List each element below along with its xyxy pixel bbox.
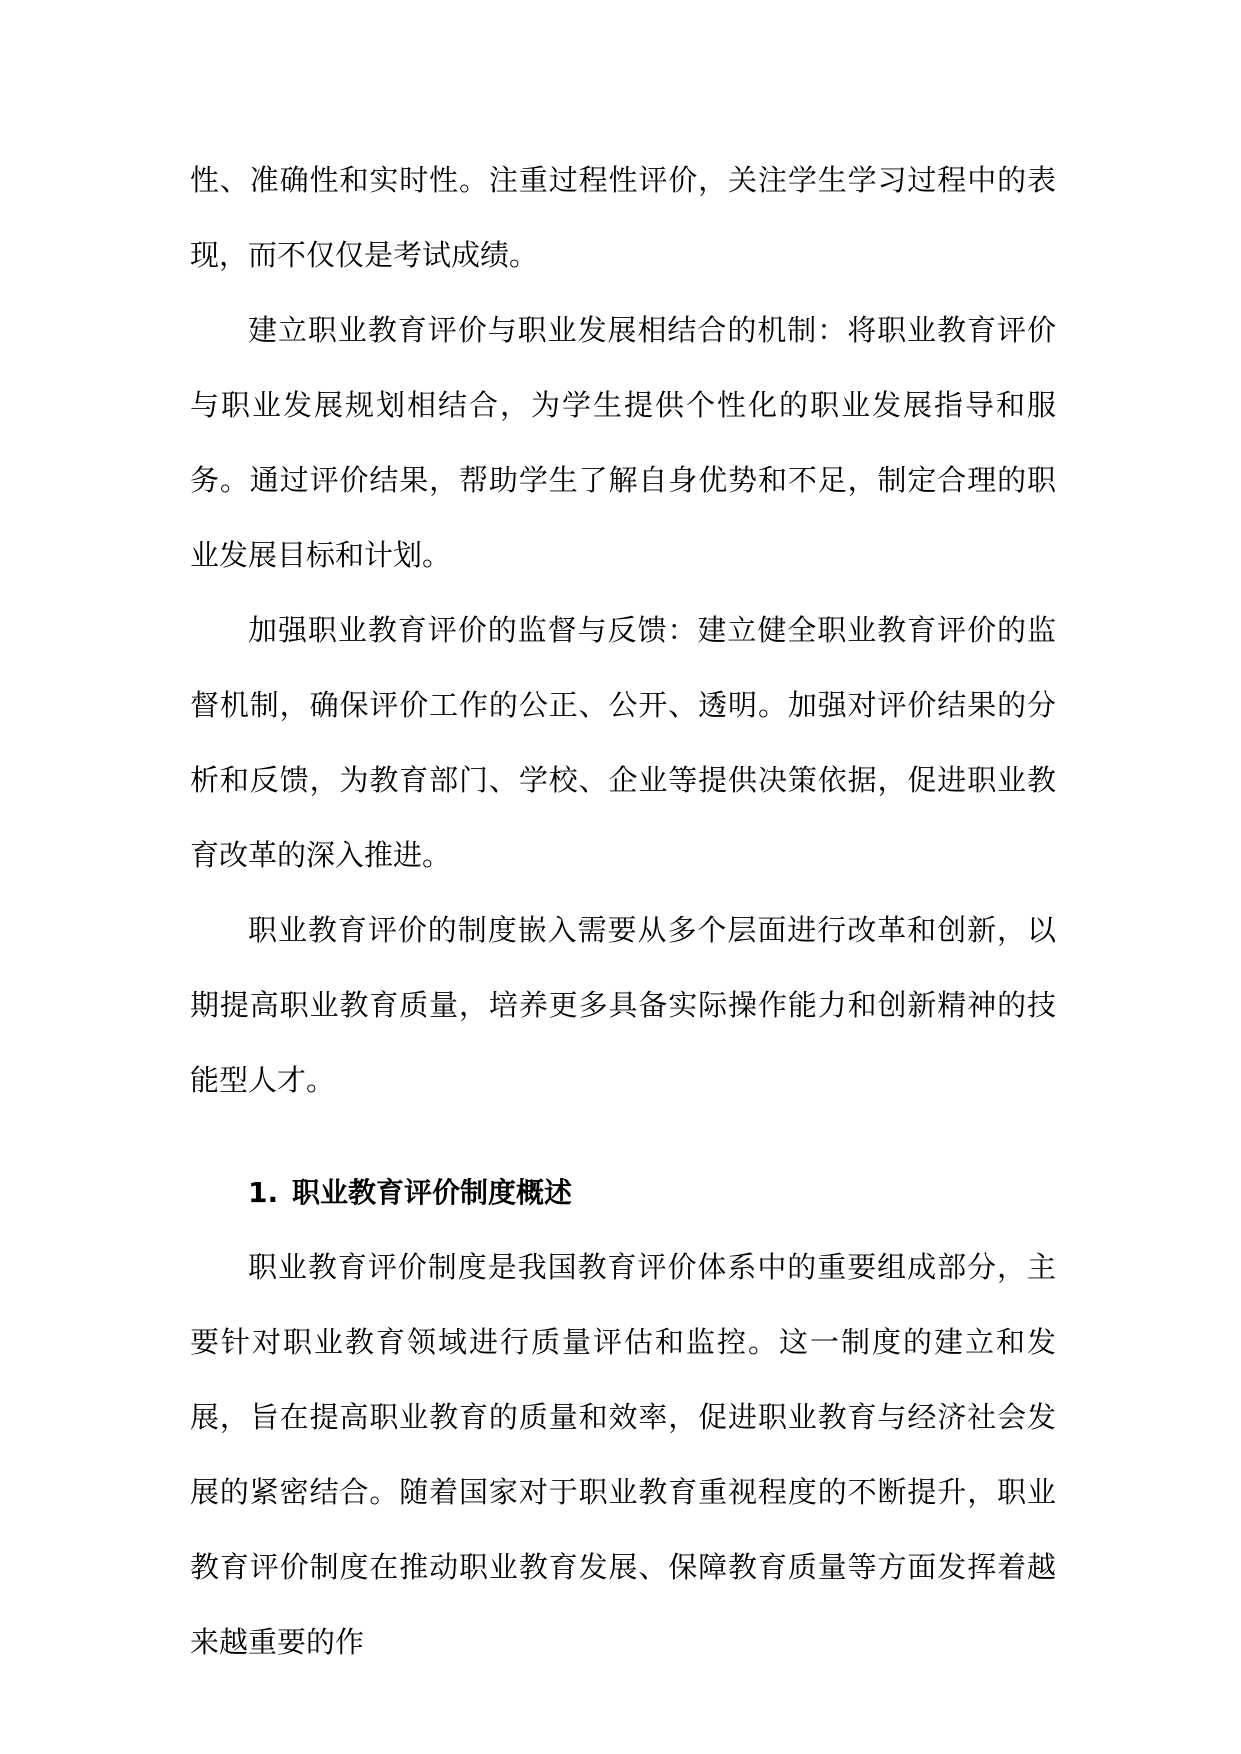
paragraph: 建立职业教育评价与职业发展相结合的机制：将职业教育评价与职业发展规划相结合，为学生提供个性化的职业发展指导和服务。通过评价结果，帮助学生了解自身优势和不足，制定合理的职业发展目标和计划。 <box>190 313 1056 572</box>
paragraph: 加强职业教育评价的监督与反馈：建立健全职业教育评价的监督机制，确保评价工作的公正、公开、透明。加强对评价结果的分析和反馈，为教育部门、学校、企业等提供决策依据，促进职业教育改革的深入推进。 <box>190 613 1056 872</box>
paragraph: 职业教育评价的制度嵌入需要从多个层面进行改革和创新，以期提高职业教育质量，培养更多具备实际操作能力和创新精神的技能型人才。 <box>190 913 1056 1097</box>
paragraph: 性、准确性和实时性。注重过程性评价，关注学生学习过程中的表现，而不仅仅是考试成绩。 <box>190 163 1056 272</box>
section-number: 1. <box>248 1176 279 1209</box>
section-heading <box>190 1155 1056 1230</box>
document-body <box>190 143 1056 1680</box>
section-title: 职业教育评价制度概述 <box>292 1176 573 1209</box>
paragraph: 职业教育评价制度是我国教育评价体系中的重要组成部分，主要针对职业教育领域进行质量评估和监控。这一制度的建立和发展，旨在提高职业教育的质量和效率，促进职业教育与经济社会发展的紧密结合。随着国家对于职业教育重视程度的不断提升，职业教育评价制度在推动职业教育发展、保障教育质量等方面发挥着越来越重要的作 <box>190 1250 1056 1659</box>
